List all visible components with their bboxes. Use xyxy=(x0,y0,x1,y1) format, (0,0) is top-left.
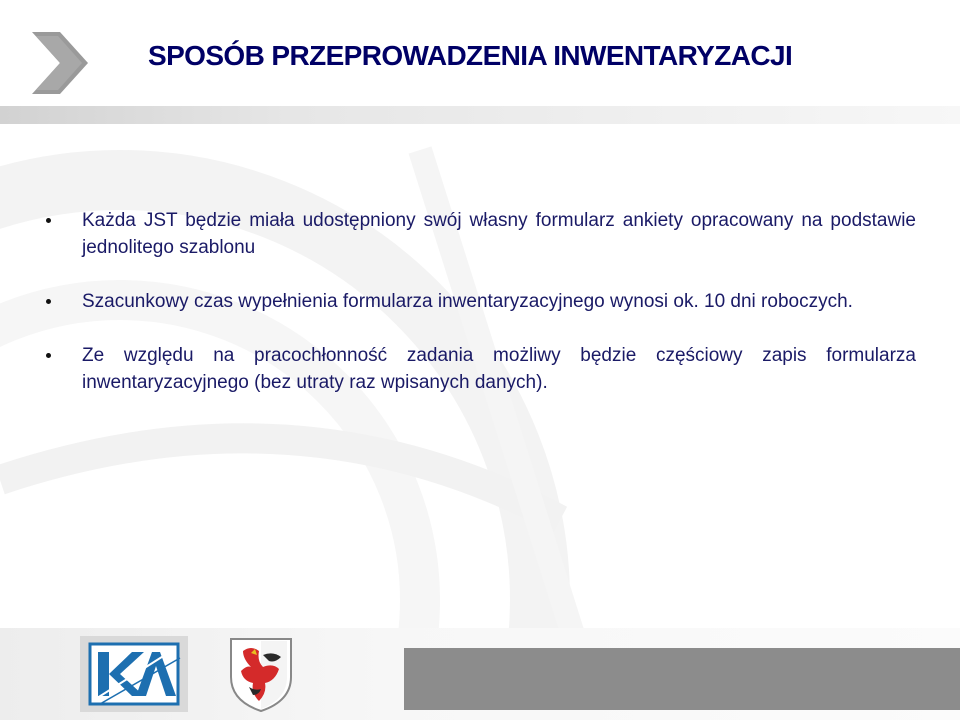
title-underline-band xyxy=(0,106,960,124)
bullet-item xyxy=(46,342,916,396)
bullet-item xyxy=(46,207,916,261)
chevron-right-icon xyxy=(30,30,90,96)
bullet-dot-icon xyxy=(46,299,51,304)
bullet-item xyxy=(46,288,916,315)
footer-bar xyxy=(404,648,960,710)
kai-logo xyxy=(80,636,188,712)
bullet-list xyxy=(46,207,916,396)
bullet-text: Każda JST będzie miała udostępniony swój własny formularz ankiety opracowany na podstawie jednolitego szablonu xyxy=(82,210,916,258)
bullet-text: Szacunkowy czas wypełnienia formularza inwentaryzacyjnego wynosi ok. 10 dni roboczych. xyxy=(82,291,853,312)
bullet-dot-icon xyxy=(46,218,51,223)
coat-of-arms xyxy=(229,637,293,713)
slide-title: SPOSÓB PRZEPROWADZENIA INWENTARYZACJI xyxy=(148,40,793,71)
bullet-dot-icon xyxy=(46,353,51,358)
bullet-text: Ze względu na pracochłonność zadania możliwy będzie częściowy zapis formularza inwentaryzacyjnego (bez utraty raz wpisanych danych). xyxy=(82,345,916,393)
